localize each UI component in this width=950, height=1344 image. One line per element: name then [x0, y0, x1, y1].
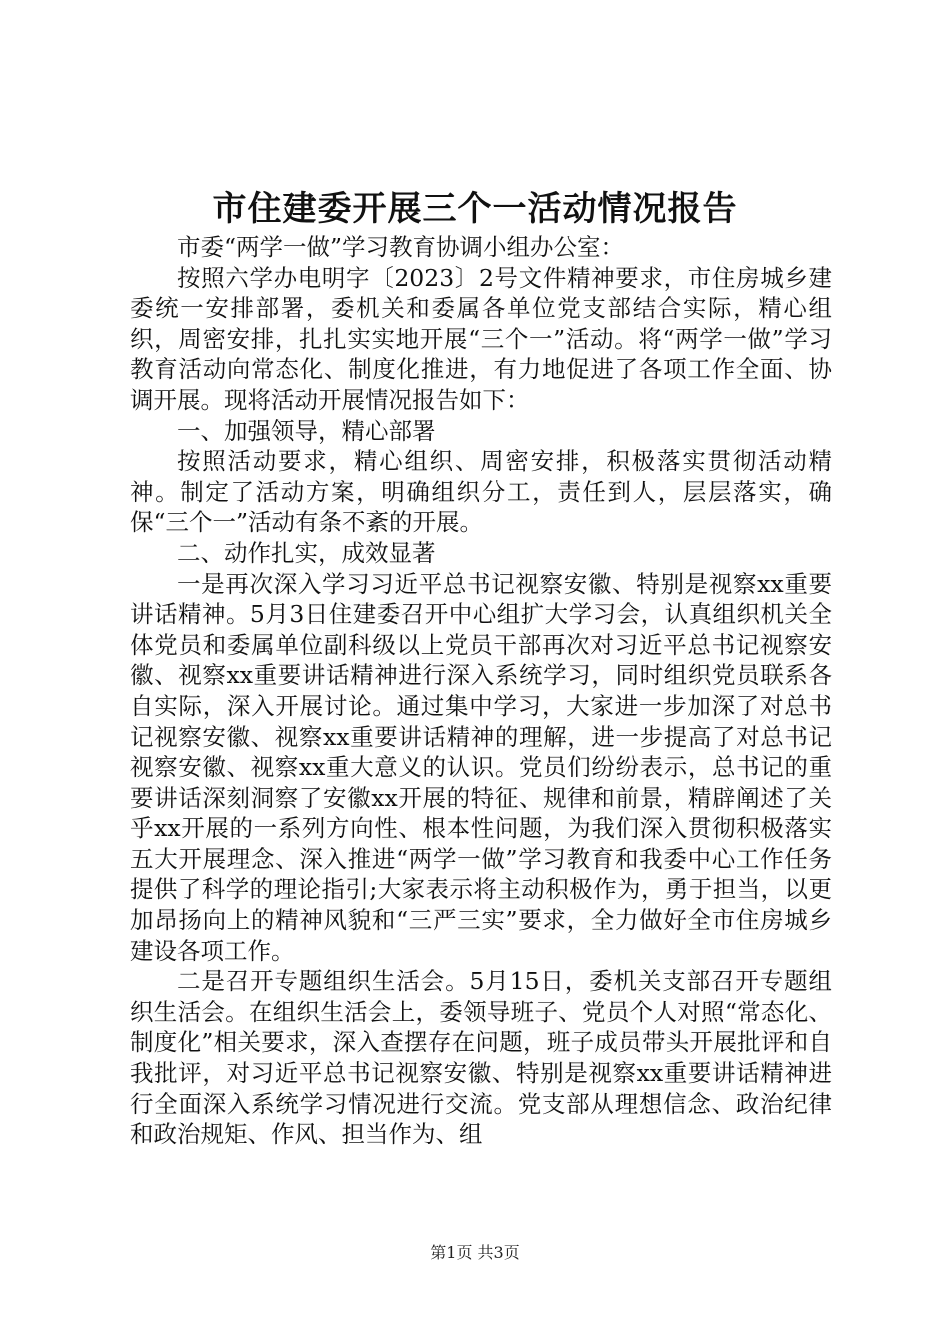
section-heading-1: 一、加强领导，精心部署 — [177, 416, 436, 445]
intro-paragraph: 按照六学办电明字〔2023〕2号文件精神要求，市住房城乡建委统一安排部署，委机关和委属各单位党支部结合实际，精心组织，周密安排，扎扎实实地开展“三个一”活动。将“两学一做”学习教育活动向常态化、制度化推进，有力地促进了各项工作全面、协调开展。现将活动开展情况报告如下： — [130, 263, 832, 414]
document-body — [130, 232, 832, 1150]
section-heading-2: 二、动作扎实，成效显著 — [177, 538, 436, 567]
section-2-paragraph-2: 二是召开专题组织生活会。5月15日，委机关支部召开专题组织生活会。在组织生活会上，委领导班子、党员个人对照“常态化、制度化”相关要求，深入查摆存在问题，班子成员带头开展批评和自我批评，对习近平总书记视察安徽、特别是视察xx重要讲话精神进行全面深入系统学习情况进行交流。党支部从理想信念、政治纪律和政治规矩、作风、担当作为、组 — [130, 967, 832, 1149]
section-2-paragraph-1: 一是再次深入学习习近平总书记视察安徽、特别是视察xx重要讲话精神。5月3日住建委召开中心组扩大学习会，认真组织机关全体党员和委属单位副科级以上党员干部再次对习近平总书记视察安徽、视察xx重要讲话精神进行深入系统学习，同时组织党员联系各自实际，深入开展讨论。通过集中学习，大家进一步加深了对总书记视察安徽、视察xx重要讲话精神的理解，进一步提高了对总书记视察安徽、视察xx重大意义的认识。党员们纷纷表示，总书记的重要讲话深刻洞察了安徽xx开展的特征、规律和前景，精辟阐述了关乎xx开展的一系列方向性、根本性问题，为我们深入贯彻积极落实五大开展理念、深入推进“两学一做”学习教育和我委中心工作任务提供了科学的理论指引;大家表示将主动积极作为，勇于担当，以更加昂扬向上的精神风貌和“三严三实”要求，全力做好全市住房城乡建设各项工作。 — [130, 569, 832, 965]
salutation-paragraph: 市委“两学一做”学习教育协调小组办公室： — [177, 233, 625, 261]
page-number: 第1页 共3页 — [430, 1243, 520, 1262]
section-1-paragraph: 按照活动要求，精心组织、周密安排，积极落实贯彻活动精神。制定了活动方案，明确组织分工，责任到人，层层落实，确保“三个一”活动有条不紊的开展。 — [130, 447, 832, 537]
document-title: 市住建委开展三个一活动情况报告 — [212, 189, 738, 229]
